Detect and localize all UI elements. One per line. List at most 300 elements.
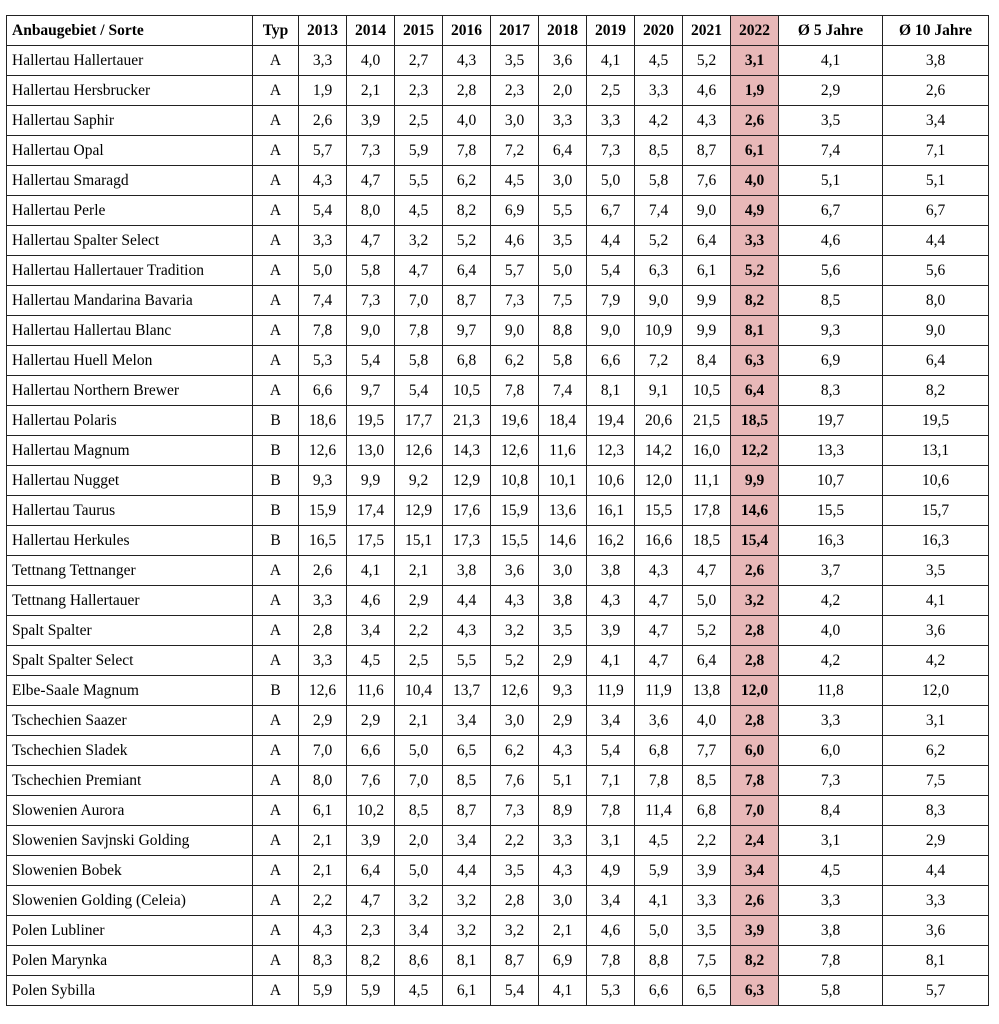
value-cell: 14,6: [731, 496, 779, 526]
value-cell: 3,6: [635, 706, 683, 736]
value-cell: 2,2: [299, 886, 347, 916]
value-cell: 12,0: [883, 676, 989, 706]
value-cell: 6,2: [883, 736, 989, 766]
value-cell: 7,8: [491, 376, 539, 406]
variety-name-cell: Tettnang Tettnanger: [7, 556, 253, 586]
value-cell: 5,2: [683, 46, 731, 76]
value-cell: 10,1: [539, 466, 587, 496]
value-cell: 12,6: [491, 676, 539, 706]
value-cell: 4,4: [443, 586, 491, 616]
value-cell: 5,1: [883, 166, 989, 196]
value-cell: 5,7: [883, 976, 989, 1006]
variety-name-cell: Slowenien Aurora: [7, 796, 253, 826]
value-cell: 4,6: [779, 226, 883, 256]
header-cell: 2014: [347, 16, 395, 46]
value-cell: 5,0: [587, 166, 635, 196]
value-cell: 6,6: [635, 976, 683, 1006]
value-cell: 5,9: [347, 976, 395, 1006]
value-cell: 4,7: [395, 256, 443, 286]
variety-name-cell: Tschechien Saazer: [7, 706, 253, 736]
table-row: [7, 376, 989, 406]
table-row: [7, 166, 989, 196]
type-cell: A: [253, 106, 299, 136]
variety-name-cell: Slowenien Savjnski Golding: [7, 826, 253, 856]
value-cell: 8,7: [443, 796, 491, 826]
value-cell: 4,9: [731, 196, 779, 226]
value-cell: 2,9: [539, 706, 587, 736]
value-cell: 10,2: [347, 796, 395, 826]
variety-name-cell: Hallertau Hallertauer Tradition: [7, 256, 253, 286]
table-row: [7, 226, 989, 256]
value-cell: 5,7: [491, 256, 539, 286]
value-cell: 4,2: [635, 106, 683, 136]
table-row: [7, 346, 989, 376]
header-cell: 2022: [731, 16, 779, 46]
value-cell: 5,3: [299, 346, 347, 376]
value-cell: 2,1: [299, 856, 347, 886]
value-cell: 5,2: [443, 226, 491, 256]
value-cell: 8,0: [347, 196, 395, 226]
value-cell: 3,0: [539, 166, 587, 196]
variety-name-cell: Hallertau Taurus: [7, 496, 253, 526]
value-cell: 3,1: [587, 826, 635, 856]
value-cell: 3,0: [539, 556, 587, 586]
value-cell: 6,6: [347, 736, 395, 766]
value-cell: 4,1: [587, 46, 635, 76]
value-cell: 3,8: [443, 556, 491, 586]
value-cell: 4,4: [883, 856, 989, 886]
value-cell: 8,0: [883, 286, 989, 316]
value-cell: 2,6: [731, 886, 779, 916]
type-cell: B: [253, 466, 299, 496]
value-cell: 7,4: [299, 286, 347, 316]
value-cell: 3,3: [299, 586, 347, 616]
value-cell: 4,4: [883, 226, 989, 256]
value-cell: 6,4: [443, 256, 491, 286]
value-cell: 13,6: [539, 496, 587, 526]
value-cell: 3,3: [779, 886, 883, 916]
value-cell: 16,3: [883, 526, 989, 556]
value-cell: 2,7: [395, 46, 443, 76]
value-cell: 16,1: [587, 496, 635, 526]
variety-name-cell: Hallertau Polaris: [7, 406, 253, 436]
type-cell: A: [253, 376, 299, 406]
value-cell: 4,5: [491, 166, 539, 196]
value-cell: 12,2: [731, 436, 779, 466]
value-cell: 3,5: [491, 856, 539, 886]
value-cell: 3,5: [683, 916, 731, 946]
value-cell: 2,5: [395, 646, 443, 676]
value-cell: 3,3: [299, 46, 347, 76]
value-cell: 4,1: [539, 976, 587, 1006]
value-cell: 6,2: [491, 346, 539, 376]
value-cell: 6,0: [731, 736, 779, 766]
value-cell: 5,0: [395, 736, 443, 766]
value-cell: 7,0: [395, 286, 443, 316]
table-row: [7, 106, 989, 136]
type-cell: A: [253, 976, 299, 1006]
value-cell: 17,4: [347, 496, 395, 526]
value-cell: 7,2: [491, 136, 539, 166]
value-cell: 15,5: [491, 526, 539, 556]
variety-name-cell: Hallertau Magnum: [7, 436, 253, 466]
value-cell: 2,1: [395, 556, 443, 586]
value-cell: 4,3: [443, 616, 491, 646]
value-cell: 19,7: [779, 406, 883, 436]
value-cell: 15,4: [731, 526, 779, 556]
value-cell: 3,3: [883, 886, 989, 916]
value-cell: 5,7: [299, 136, 347, 166]
value-cell: 6,7: [779, 196, 883, 226]
type-cell: B: [253, 406, 299, 436]
value-cell: 2,6: [299, 556, 347, 586]
value-cell: 2,2: [491, 826, 539, 856]
table-row: [7, 436, 989, 466]
value-cell: 7,7: [683, 736, 731, 766]
value-cell: 7,3: [347, 136, 395, 166]
value-cell: 7,0: [395, 766, 443, 796]
value-cell: 6,8: [683, 796, 731, 826]
table-row: [7, 826, 989, 856]
header-cell: 2019: [587, 16, 635, 46]
value-cell: 7,8: [443, 136, 491, 166]
variety-name-cell: Hallertau Opal: [7, 136, 253, 166]
value-cell: 4,3: [299, 166, 347, 196]
value-cell: 8,8: [635, 946, 683, 976]
value-cell: 7,8: [731, 766, 779, 796]
value-cell: 8,4: [683, 346, 731, 376]
value-cell: 5,8: [395, 346, 443, 376]
value-cell: 8,2: [443, 196, 491, 226]
value-cell: 4,2: [779, 586, 883, 616]
value-cell: 1,9: [299, 76, 347, 106]
value-cell: 6,7: [883, 196, 989, 226]
value-cell: 4,6: [683, 76, 731, 106]
value-cell: 13,0: [347, 436, 395, 466]
header-cell: 2021: [683, 16, 731, 46]
value-cell: 10,4: [395, 676, 443, 706]
value-cell: 9,0: [491, 316, 539, 346]
type-cell: A: [253, 616, 299, 646]
value-cell: 2,5: [395, 106, 443, 136]
value-cell: 3,3: [539, 106, 587, 136]
value-cell: 2,6: [883, 76, 989, 106]
value-cell: 7,0: [731, 796, 779, 826]
value-cell: 3,6: [539, 46, 587, 76]
variety-name-cell: Tschechien Premiant: [7, 766, 253, 796]
value-cell: 5,5: [539, 196, 587, 226]
value-cell: 19,6: [491, 406, 539, 436]
value-cell: 7,5: [883, 766, 989, 796]
table-row: [7, 706, 989, 736]
value-cell: 3,1: [731, 46, 779, 76]
value-cell: 7,6: [347, 766, 395, 796]
value-cell: 5,0: [395, 856, 443, 886]
variety-name-cell: Hallertau Hallertauer: [7, 46, 253, 76]
value-cell: 3,2: [395, 886, 443, 916]
value-cell: 5,2: [731, 256, 779, 286]
header-cell: 2013: [299, 16, 347, 46]
value-cell: 8,2: [347, 946, 395, 976]
table-row: [7, 286, 989, 316]
value-cell: 3,9: [731, 916, 779, 946]
variety-name-cell: Tschechien Sladek: [7, 736, 253, 766]
value-cell: 4,2: [779, 646, 883, 676]
value-cell: 3,5: [539, 226, 587, 256]
value-cell: 5,0: [635, 916, 683, 946]
variety-name-cell: Polen Lubliner: [7, 916, 253, 946]
value-cell: 7,2: [635, 346, 683, 376]
value-cell: 7,8: [779, 946, 883, 976]
header-cell: 2020: [635, 16, 683, 46]
type-cell: A: [253, 916, 299, 946]
value-cell: 6,1: [683, 256, 731, 286]
table-row: [7, 256, 989, 286]
value-cell: 2,1: [299, 826, 347, 856]
value-cell: 6,5: [443, 736, 491, 766]
value-cell: 4,5: [779, 856, 883, 886]
type-cell: A: [253, 886, 299, 916]
value-cell: 2,8: [299, 616, 347, 646]
value-cell: 6,3: [731, 976, 779, 1006]
value-cell: 9,7: [347, 376, 395, 406]
value-cell: 5,4: [299, 196, 347, 226]
value-cell: 3,2: [491, 916, 539, 946]
value-cell: 5,8: [347, 256, 395, 286]
value-cell: 5,0: [299, 256, 347, 286]
value-cell: 9,0: [587, 316, 635, 346]
value-cell: 11,4: [635, 796, 683, 826]
table-row: [7, 136, 989, 166]
value-cell: 6,2: [443, 166, 491, 196]
value-cell: 4,0: [683, 706, 731, 736]
value-cell: 7,6: [683, 166, 731, 196]
value-cell: 5,9: [635, 856, 683, 886]
value-cell: 3,8: [779, 916, 883, 946]
value-cell: 3,8: [883, 46, 989, 76]
value-cell: 19,5: [883, 406, 989, 436]
value-cell: 2,1: [539, 916, 587, 946]
type-cell: B: [253, 526, 299, 556]
value-cell: 9,3: [779, 316, 883, 346]
value-cell: 4,3: [539, 856, 587, 886]
value-cell: 4,5: [635, 46, 683, 76]
value-cell: 14,3: [443, 436, 491, 466]
value-cell: 16,5: [299, 526, 347, 556]
header-cell: Typ: [253, 16, 299, 46]
value-cell: 4,7: [683, 556, 731, 586]
value-cell: 3,4: [443, 826, 491, 856]
value-cell: 6,1: [731, 136, 779, 166]
value-cell: 7,3: [491, 796, 539, 826]
table-row: [7, 586, 989, 616]
table-row: [7, 886, 989, 916]
value-cell: 11,8: [779, 676, 883, 706]
table-row: [7, 946, 989, 976]
value-cell: 10,6: [883, 466, 989, 496]
table-header-row: [7, 16, 989, 46]
variety-name-cell: Polen Sybilla: [7, 976, 253, 1006]
header-cell: 2016: [443, 16, 491, 46]
type-cell: A: [253, 946, 299, 976]
value-cell: 11,6: [539, 436, 587, 466]
value-cell: 5,0: [539, 256, 587, 286]
type-cell: B: [253, 676, 299, 706]
value-cell: 2,8: [491, 886, 539, 916]
value-cell: 4,3: [539, 736, 587, 766]
variety-name-cell: Hallertau Nugget: [7, 466, 253, 496]
variety-name-cell: Slowenien Golding (Celeia): [7, 886, 253, 916]
value-cell: 3,9: [587, 616, 635, 646]
type-cell: A: [253, 796, 299, 826]
value-cell: 15,5: [779, 496, 883, 526]
type-cell: A: [253, 586, 299, 616]
table-row: [7, 736, 989, 766]
value-cell: 2,9: [539, 646, 587, 676]
value-cell: 3,4: [731, 856, 779, 886]
value-cell: 9,9: [347, 466, 395, 496]
value-cell: 3,1: [883, 706, 989, 736]
value-cell: 8,3: [883, 796, 989, 826]
value-cell: 3,9: [683, 856, 731, 886]
value-cell: 8,5: [635, 136, 683, 166]
type-cell: A: [253, 826, 299, 856]
value-cell: 9,3: [299, 466, 347, 496]
type-cell: A: [253, 736, 299, 766]
type-cell: B: [253, 496, 299, 526]
value-cell: 4,7: [635, 616, 683, 646]
value-cell: 3,4: [395, 916, 443, 946]
value-cell: 8,9: [539, 796, 587, 826]
value-cell: 13,1: [883, 436, 989, 466]
type-cell: A: [253, 346, 299, 376]
value-cell: 3,3: [731, 226, 779, 256]
value-cell: 12,6: [299, 436, 347, 466]
value-cell: 14,2: [635, 436, 683, 466]
value-cell: 6,6: [299, 376, 347, 406]
value-cell: 4,1: [347, 556, 395, 586]
value-cell: 3,8: [587, 556, 635, 586]
value-cell: 4,7: [347, 166, 395, 196]
value-cell: 6,4: [883, 346, 989, 376]
value-cell: 18,6: [299, 406, 347, 436]
value-cell: 9,9: [731, 466, 779, 496]
value-cell: 17,6: [443, 496, 491, 526]
value-cell: 4,3: [491, 586, 539, 616]
table-row: [7, 46, 989, 76]
value-cell: 5,2: [635, 226, 683, 256]
value-cell: 2,5: [587, 76, 635, 106]
value-cell: 2,9: [299, 706, 347, 736]
value-cell: 10,7: [779, 466, 883, 496]
value-cell: 9,9: [683, 286, 731, 316]
value-cell: 2,0: [539, 76, 587, 106]
value-cell: 5,4: [587, 256, 635, 286]
value-cell: 6,4: [539, 136, 587, 166]
value-cell: 11,1: [683, 466, 731, 496]
value-cell: 4,1: [635, 886, 683, 916]
value-cell: 6,3: [635, 256, 683, 286]
alpha-acid-table: [6, 15, 989, 1006]
header-cell: Ø 10 Jahre: [883, 16, 989, 46]
value-cell: 9,2: [395, 466, 443, 496]
value-cell: 3,0: [491, 106, 539, 136]
type-cell: B: [253, 436, 299, 466]
table-row: [7, 556, 989, 586]
value-cell: 6,9: [539, 946, 587, 976]
value-cell: 3,7: [779, 556, 883, 586]
value-cell: 16,6: [635, 526, 683, 556]
value-cell: 15,9: [491, 496, 539, 526]
value-cell: 6,6: [587, 346, 635, 376]
value-cell: 3,2: [731, 586, 779, 616]
value-cell: 5,1: [779, 166, 883, 196]
value-cell: 10,9: [635, 316, 683, 346]
table-row: [7, 196, 989, 226]
value-cell: 7,8: [395, 316, 443, 346]
value-cell: 5,9: [395, 136, 443, 166]
value-cell: 2,6: [731, 556, 779, 586]
value-cell: 9,0: [347, 316, 395, 346]
value-cell: 21,5: [683, 406, 731, 436]
value-cell: 20,6: [635, 406, 683, 436]
value-cell: 6,9: [779, 346, 883, 376]
value-cell: 5,4: [491, 976, 539, 1006]
value-cell: 4,4: [587, 226, 635, 256]
table-row: [7, 526, 989, 556]
value-cell: 9,0: [683, 196, 731, 226]
value-cell: 3,1: [779, 826, 883, 856]
value-cell: 2,3: [395, 76, 443, 106]
value-cell: 15,9: [299, 496, 347, 526]
value-cell: 3,8: [539, 586, 587, 616]
type-cell: A: [253, 136, 299, 166]
value-cell: 3,2: [443, 886, 491, 916]
value-cell: 4,6: [347, 586, 395, 616]
value-cell: 2,9: [395, 586, 443, 616]
table-row: [7, 676, 989, 706]
table-row: [7, 406, 989, 436]
value-cell: 21,3: [443, 406, 491, 436]
value-cell: 5,8: [539, 346, 587, 376]
header-cell-name: Anbaugebiet / Sorte: [7, 16, 253, 46]
value-cell: 5,3: [587, 976, 635, 1006]
value-cell: 9,1: [635, 376, 683, 406]
type-cell: A: [253, 556, 299, 586]
value-cell: 3,3: [587, 106, 635, 136]
value-cell: 7,3: [587, 136, 635, 166]
value-cell: 2,3: [491, 76, 539, 106]
value-cell: 7,1: [587, 766, 635, 796]
value-cell: 11,9: [587, 676, 635, 706]
variety-name-cell: Hallertau Spalter Select: [7, 226, 253, 256]
value-cell: 5,6: [779, 256, 883, 286]
type-cell: A: [253, 76, 299, 106]
value-cell: 9,7: [443, 316, 491, 346]
value-cell: 2,9: [883, 826, 989, 856]
value-cell: 8,3: [779, 376, 883, 406]
variety-name-cell: Polen Marynka: [7, 946, 253, 976]
value-cell: 4,3: [587, 586, 635, 616]
value-cell: 2,6: [299, 106, 347, 136]
table-row: [7, 646, 989, 676]
table-row: [7, 796, 989, 826]
value-cell: 4,3: [683, 106, 731, 136]
type-cell: A: [253, 46, 299, 76]
value-cell: 13,3: [779, 436, 883, 466]
value-cell: 6,4: [683, 226, 731, 256]
type-cell: A: [253, 256, 299, 286]
